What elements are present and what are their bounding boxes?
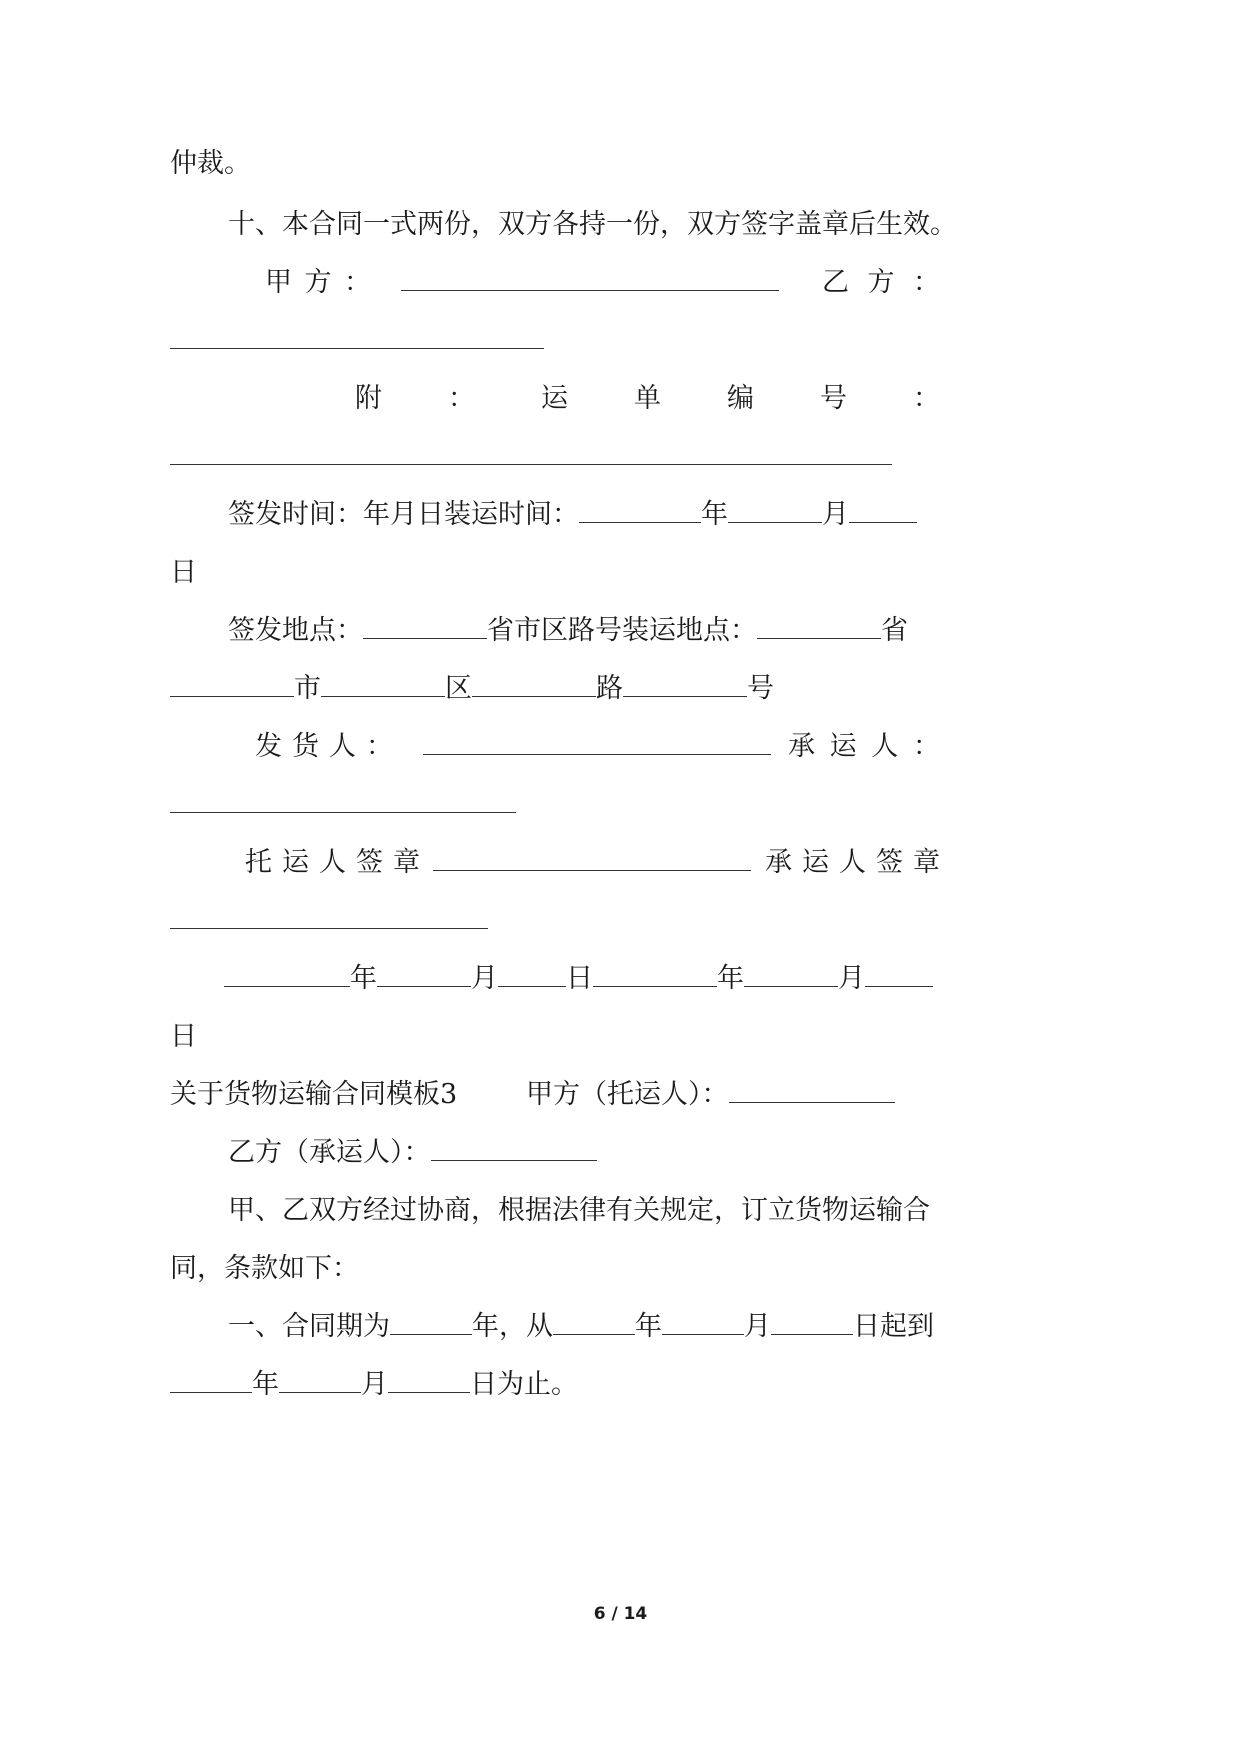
- carrier-blank: [170, 812, 516, 813]
- party-a-blank: [401, 290, 779, 291]
- carrier-seal-blank: [170, 928, 488, 929]
- party-a-label: 甲 方 ：: [265, 267, 371, 298]
- issue-place-line: 签发地点： 省市区路号装运地点： 省: [228, 615, 908, 646]
- shipper-label: 发 货 人 ：: [255, 731, 393, 762]
- contract-term-end-line: 年 月 日为止。: [170, 1368, 578, 1402]
- carrier-seal-label: 承 运 人 签 章: [765, 847, 940, 878]
- contract-term-line: 一、合同期为 年，从 年 月 日起到: [228, 1311, 934, 1342]
- issue-time-line: 签发时间：年月日装运时间： 年 月: [228, 498, 917, 532]
- text-line: 同，条款如下：: [170, 1253, 359, 1284]
- text-line: 仲裁。: [170, 148, 251, 179]
- waybill-label: 附 ： 运 单 编 号 ：: [355, 383, 940, 414]
- party-b-carrier-line: 乙方（承运人）：: [228, 1136, 597, 1170]
- consignor-seal-blank: [433, 870, 751, 871]
- text-line: 日: [170, 1021, 197, 1052]
- party-b-label: 乙 方 ：: [822, 267, 940, 298]
- text-line: 日: [170, 557, 197, 588]
- party-b-blank: [170, 348, 544, 349]
- carrier-label: 承 运 人 ：: [788, 731, 940, 762]
- page-number: 6 / 14: [593, 1604, 648, 1624]
- template-title: 关于货物运输合同模板3: [170, 1079, 458, 1110]
- text-line: 甲、乙双方经过协商，根据法律有关规定，订立货物运输合: [228, 1195, 930, 1226]
- consignor-seal-label: 托 运 人 签 章: [245, 847, 420, 878]
- shipper-blank: [423, 754, 771, 755]
- waybill-blank: [170, 464, 892, 465]
- date-line: 年 月 日 年 月: [224, 962, 933, 996]
- address-line: 市 区 路 号: [170, 672, 774, 706]
- party-a-consignor-line: 甲方（托运人）：: [526, 1078, 895, 1112]
- text-line: 十、本合同一式两份，双方各持一份，双方签字盖章后生效。: [228, 209, 957, 240]
